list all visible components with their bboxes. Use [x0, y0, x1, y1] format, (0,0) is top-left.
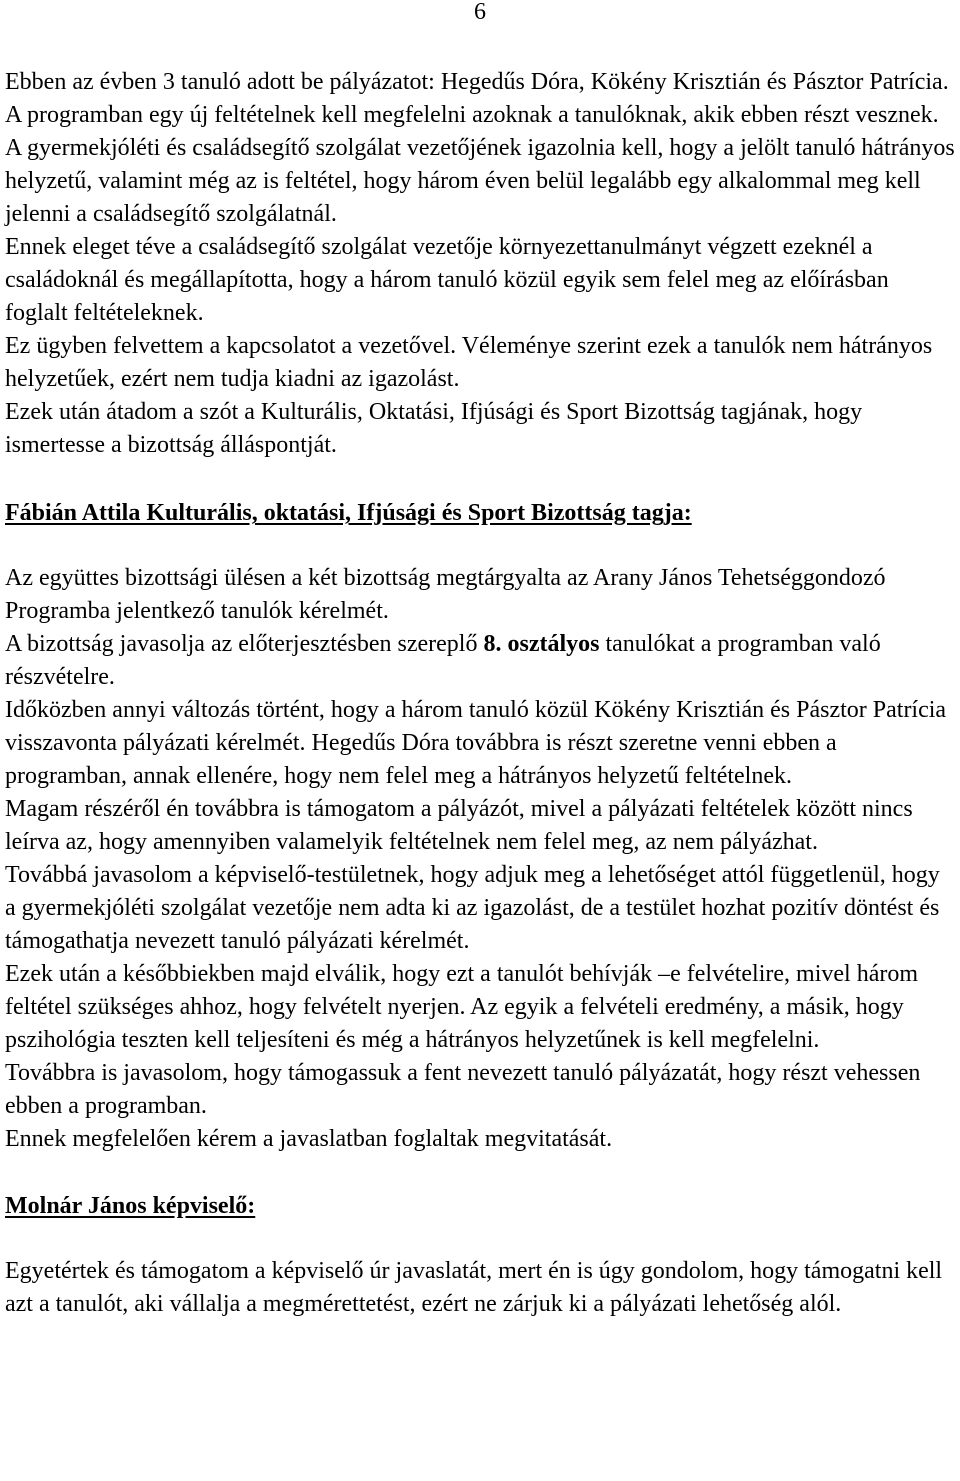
paragraph-with-emphasis [5, 628, 955, 694]
paragraph: Továbbá javasolom a képviselő-testületnek, hogy adjuk meg a lehetőséget attól függetlenül, hogy a gyermekjóléti szolgálat vezetője nem adta ki az igazolást, de a testület hozhat pozitív döntést és támogathatja nevezett tanuló pályázati kérelmét. [5, 862, 940, 954]
paragraph: A programban egy új feltételnek kell megfelelni azoknak a tanulóknak, akik ebben részt vesznek. A gyermekjóléti és családsegítő szolgálat vezetőjének igazolnia kell, hogy a jelölt tanuló hátrányos helyzetű, valamint még az is feltétel, hogy három éven belül legalább egy alkalommal meg kell jelenni a családsegítő szolgálatnál. [5, 102, 955, 227]
text-run: tanulókat a programban való részvételre. [5, 631, 881, 690]
bold-text: 8. osztályos [483, 631, 600, 657]
paragraph: Ebben az évben 3 tanuló adott be pályázatot: Hegedűs Dóra, Kökény Krisztián és Pásztor Patrícia. [5, 69, 949, 95]
paragraph: Időközben annyi változás történt, hogy a három tanuló közül Kökény Krisztián és Pásztor Patrícia visszavonta pályázati kérelmét. Hegedűs Dóra továbbra is részt szeretne venni ebben a programban, annak ellenére, hogy nem felel meg a hátrányos helyzetű feltételnek. [5, 697, 947, 789]
page-number: 6 [474, 0, 486, 25]
paragraph: Ezek után a későbbiekben majd elválik, hogy ezt a tanulót behívják –e felvételire, mivel három feltétel szükséges ahhoz, hogy felvételt nyerjen. Az egyik a felvételi eredmény, a másik, hogy pszihológia teszten kell teljesíteni és még a hátrányos helyzetűnek is kell megfelelni. [5, 961, 919, 1053]
speaker-heading: Molnár János képviselő: [5, 1193, 256, 1219]
paragraph: Egyetértek és támogatom a képviselő úr javaslatát, mert én is úgy gondolom, hogy támogatni kell azt a tanulót, aki vállalja a megmérettetést, ezért ne zárjuk ki a pályázati lehetőség alól. [5, 1258, 943, 1317]
paragraph: Ennek eleget téve a családsegítő szolgálat vezetője környezettanulmányt végzett ezeknél a családoknál és megállapította, hogy a három tanuló közül egyik sem felel meg az előírásban foglalt feltételeknek. [5, 234, 889, 326]
text-run: A bizottság javasolja az előterjesztésben szereplő [5, 631, 484, 657]
paragraph: Ennek megfelelően kérem a javaslatban foglaltak megvitatását. [5, 1126, 613, 1152]
speaker-heading: Fábián Attila Kulturális, oktatási, Ifjúsági és Sport Bizottság tagja: [5, 500, 692, 526]
paragraph: Magam részéről én továbbra is támogatom a pályázót, mivel a pályázati feltételek között nincs leírva az, hogy amennyiben valamelyik feltételnek nem felel meg, az nem pályázhat. [5, 796, 913, 855]
paragraph: Ezek után átadom a szót a Kulturális, Oktatási, Ifjúsági és Sport Bizottság tagjának, hogy ismertesse a bizottság álláspontját. [5, 399, 863, 458]
paragraph: Ez ügyben felvettem a kapcsolatot a vezetővel. Véleménye szerint ezek a tanulók nem hátrányos helyzetűek, ezért nem tudja kiadni az igazolást. [5, 333, 933, 392]
paragraph: Továbbra is javasolom, hogy támogassuk a fent nevezett tanuló pályázatát, hogy részt vehessen ebben a programban. [5, 1060, 921, 1119]
paragraph: Az együttes bizottsági ülésen a két bizottság megtárgyalta az Arany János Tehetséggondozó Programba jelentkező tanulók kérelmét. [5, 565, 886, 624]
document-body [5, 66, 955, 1321]
